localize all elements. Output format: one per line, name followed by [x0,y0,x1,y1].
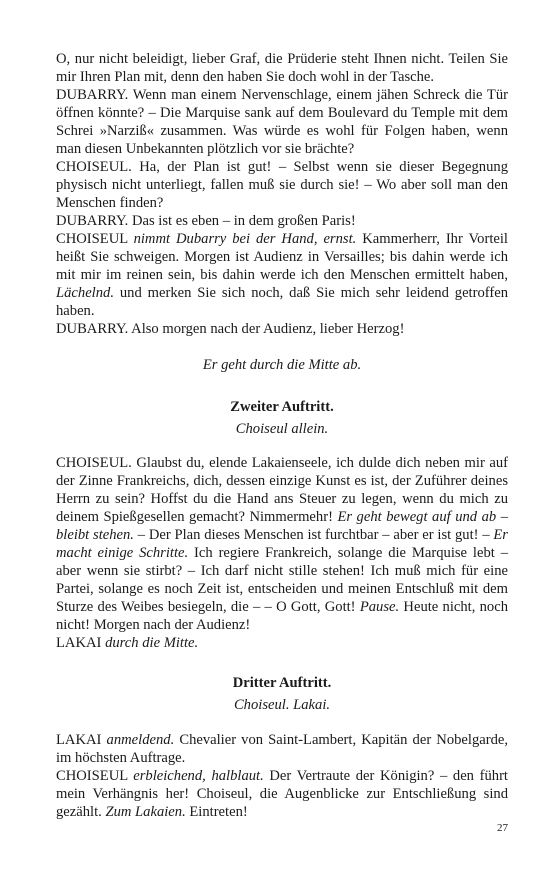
persons-text: Choiseul. Lakai. [233,697,331,713]
stage-direction: – Er macht einige Schritte. [56,527,508,561]
stage-direction: Lächelnd. [56,285,114,301]
speech: Der Vertraute der Königin? – den führt mein Verhängnis her! Choiseul, die Augenblicke zur Entschließung sind gezählt. [56,768,508,820]
paragraph [56,634,508,652]
paragraph: CHOISEUL. Ha, der Plan ist gut! – Selbst wenn sie dieser Begegnung physisch nicht unterliegt, fallen muß sie durch sie! – Wo aber soll man den Menschen finden? [56,159,508,211]
stage-direction: nimmt Dubarry bei der Hand, ernst. [133,231,357,247]
scene-heading: Zweiter Auftritt. [230,399,334,415]
stage-direction: durch die Mitte. [105,635,199,651]
stage-direction: Zum Lakaien. [105,804,186,820]
scene-persons [56,420,508,438]
speech: Eintreten! [189,804,248,820]
speech: Kammerherr, Ihr Vorteil heißt Sie schweigen. Morgen ist Audienz in Versailles; bis dahin werde ich mit mir im reinen sein, bis dahin werde ich den Menschen ermittelt haben, [56,231,508,283]
speaker: LAKAI [56,635,102,651]
paragraph [56,454,508,634]
paragraph: DUBARRY. Das ist es eben – in dem großen Paris! [56,213,356,229]
paragraph [56,230,508,320]
paragraph [56,767,508,821]
speech: und merken Sie sich noch, daß Sie mich sehr leidend getroffen haben. [56,285,508,319]
page-number: 27 [497,822,508,834]
text-block [56,50,508,821]
speech: CHOISEUL. Glaubst du, elende Lakaienseele, ich dulde dich neben mir auf der Zinne Frankreichs, dich, dessen einzige Kunst es ist, der Zuführer deines Herrn zu sein? Hoffst du die Hand ans Steuer zu legen, wenn du mich zu deinem Spießgesellen gemacht? Nimmermehr! [56,455,508,525]
stage-direction: Pause. [359,599,400,615]
speech: Ich regiere Frankreich, solange die Marquise lebt – aber wenn sie stirbt? – Ich darf nicht stille stehen! Ich muß mich für eine Partei, solange es noch Zeit ist, entscheiden und meinen Entschluß mit dem Sturze des Weibes besiegeln, die – – O Gott, Gott! [56,545,508,615]
paragraph: O, nur nicht beleidigt, lieber Graf, die Prüderie steht Ihnen nicht. Teilen Sie mir Ihren Plan mit, denn den haben Sie doch wohl in der Tasche. [56,51,508,85]
paragraph: DUBARRY. Wenn man einem Nervenschlage, einem jähen Schreck die Tür öffnen könnte? – Die Marquise sank auf dem Boulevard du Temple mit dem Schrei »Narziß« zusammen. Was würde es wohl für Folgen haben, wenn man diesen Unbekannten plötzlich vor sie brächte? [56,87,508,157]
stage-direction: anmeldend. [106,732,175,748]
persons-text: Choiseul allein. [235,421,329,437]
stage-direction: Er geht durch die Mitte ab. [202,357,362,373]
speaker: CHOISEUL [56,768,128,784]
paragraph [56,731,508,767]
speech: – Der Plan dieses Menschen ist furchtbar – aber er ist gut! [137,527,479,543]
speaker: LAKAI [56,732,102,748]
speaker: CHOISEUL [56,231,128,247]
scene-persons [56,696,508,714]
paragraph: DUBARRY. Also morgen nach der Audienz, lieber Herzog! [56,321,405,337]
scene-heading: Dritter Auftritt. [232,675,332,691]
stage-direction: erbleichend, halblaut. [133,768,264,784]
exit-direction [56,356,508,374]
speech: Chevalier von Saint-Lambert, Kapitän der Nobelgarde, im höchsten Auftrage. [56,732,509,766]
stage-direction: Er geht bewegt auf und ab – bleibt stehen. [56,509,508,543]
speech: Heute nicht, noch nicht! Morgen nach der Audienz! [56,599,508,633]
